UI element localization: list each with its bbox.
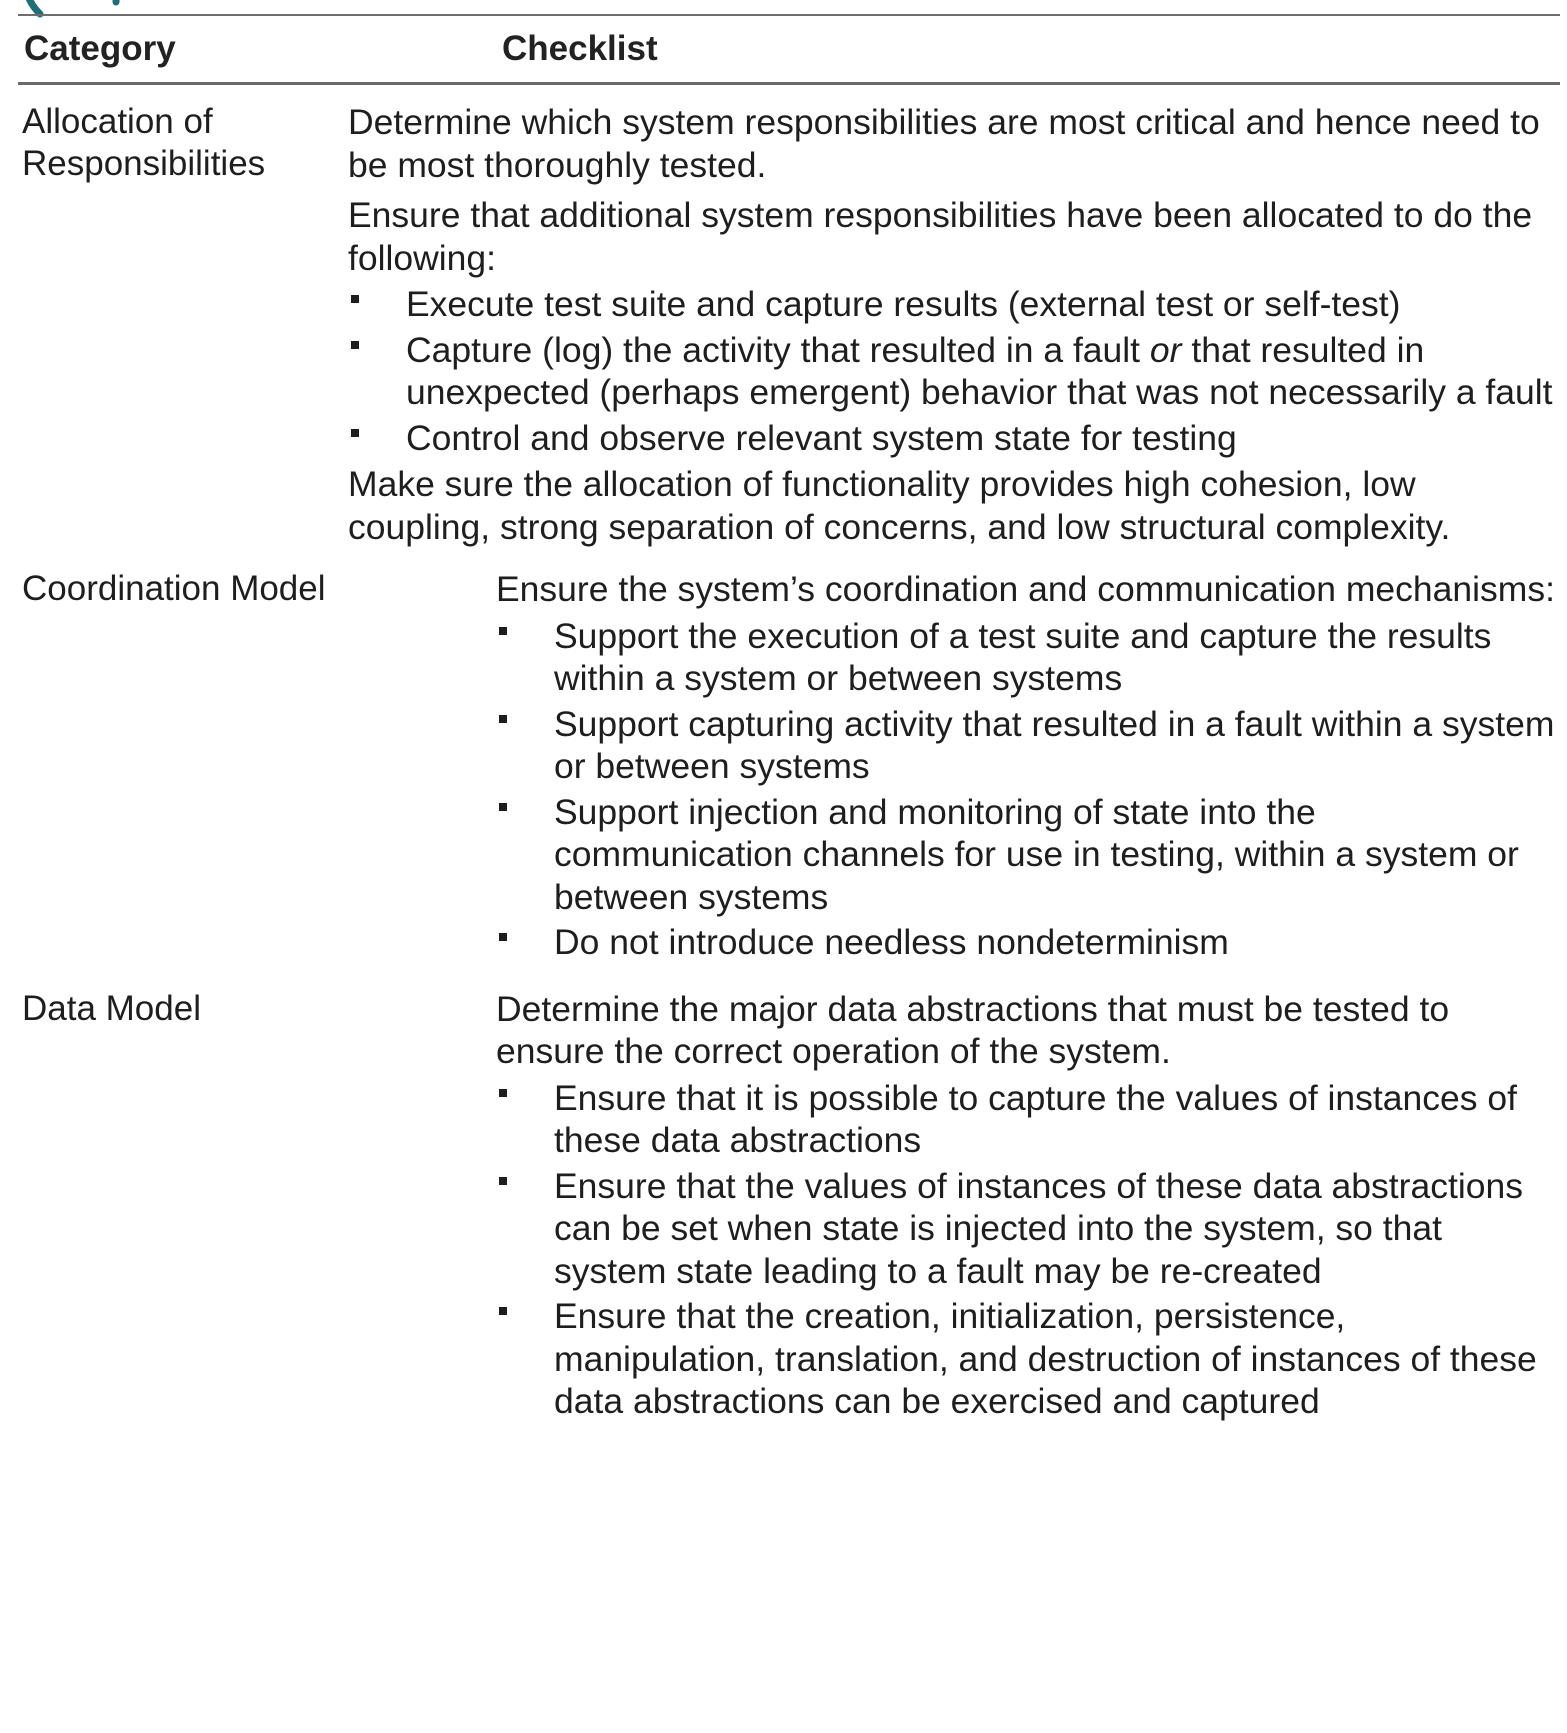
- category-cell: Data Model: [22, 988, 201, 1028]
- checklist-paragraph: Make sure the allocation of functionality provides high cohesion, low coupling, strong separation of concerns, and low structural complexity.: [348, 464, 1451, 547]
- list-item-text: Support the execution of a test suite and capture the results within a system or between systems: [554, 615, 1492, 698]
- checklist-cell: [496, 988, 1560, 1427]
- table-row: [18, 968, 1560, 1427]
- bullet-icon: [499, 615, 519, 657]
- list-item-text: Do not introduce needless nondeterminism: [554, 922, 1229, 962]
- list-item: [496, 1077, 1560, 1162]
- checklist-paragraph: Ensure the system’s coordination and communication mechanisms:: [496, 569, 1555, 609]
- category-cell: Allocation of Responsibilities: [22, 102, 266, 183]
- checklist-cell: [348, 101, 1560, 548]
- list-item-text: Control and observe relevant system state for testing: [406, 417, 1237, 458]
- checklist-paragraph: Ensure that additional system responsibilities have been allocated to do the following:: [348, 195, 1533, 278]
- table-header-row: [18, 16, 1560, 85]
- bullet-icon: [499, 1295, 519, 1337]
- list-item: [496, 791, 1560, 919]
- list-item-text: Capture (log) the activity that resulted in a fault: [406, 329, 1150, 370]
- list-item-text: Ensure that the values of instances of these data abstractions can be set when state is injected into the system, so that system state leading to a fault may be re-created: [554, 1165, 1523, 1291]
- checklist-table: [18, 14, 1560, 1427]
- checklist-bullets: [348, 283, 1560, 459]
- category-cell: Coordination Model: [22, 569, 326, 608]
- bullet-icon: [351, 329, 371, 371]
- bullet-icon: [499, 1077, 519, 1119]
- bullet-icon: [499, 921, 519, 963]
- header-checklist: Checklist: [502, 29, 658, 68]
- list-item-text: Ensure that the creation, initialization, persistence, manipulation, translation, and destruction of instances of these data abstractions can be exercised and captured: [554, 1296, 1537, 1421]
- list-item: [348, 417, 1560, 460]
- checklist-paragraph: Determine the major data abstractions that must be tested to ensure the correct operation of the system.: [496, 988, 1450, 1071]
- list-item-text: Support capturing activity that resulted in a fault within a system or between systems: [554, 703, 1555, 786]
- list-item-text: that resulted in unexpected (perhaps emergent) behavior that was not necessarily a fault: [406, 329, 1553, 412]
- list-item: [348, 329, 1560, 414]
- list-item-text: Execute test suite and capture results (external test or self-test): [406, 284, 1401, 324]
- table-row: [18, 85, 1560, 548]
- list-item: [496, 921, 1560, 964]
- table-row: [18, 548, 1560, 968]
- list-item: [496, 703, 1560, 788]
- bullet-icon: [351, 283, 371, 325]
- bullet-icon: [351, 417, 371, 459]
- list-item-emphasis: or: [1149, 329, 1182, 370]
- bullet-icon: [499, 703, 519, 745]
- bullet-icon: [499, 791, 519, 833]
- bullet-icon: [499, 1165, 519, 1207]
- list-item: [496, 1165, 1560, 1293]
- list-item: [496, 615, 1560, 700]
- checklist-bullets: [496, 1077, 1560, 1423]
- list-item: [496, 1295, 1560, 1423]
- list-item-text: Ensure that it is possible to capture the values of instances of these data abstractions: [554, 1077, 1517, 1160]
- checklist-bullets: [496, 615, 1560, 964]
- list-item: [348, 283, 1560, 326]
- checklist-paragraph: Determine which system responsibilities are most critical and hence need to be most thoroughly tested.: [348, 102, 1540, 185]
- checklist-cell: [496, 568, 1560, 968]
- list-item-text: Support injection and monitoring of state into the communication channels for use in testing, within a system or between systems: [554, 791, 1519, 917]
- header-category: Category: [24, 29, 176, 68]
